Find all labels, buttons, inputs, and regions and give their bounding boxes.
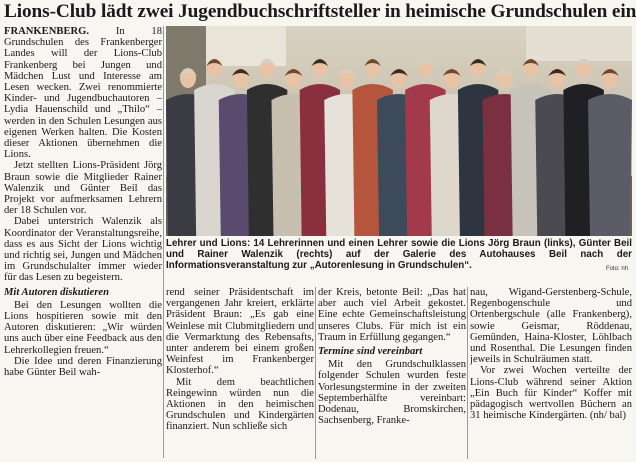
article-column-1 — [4, 26, 162, 458]
column-divider — [467, 287, 468, 459]
paragraph: Die Idee und deren Finanzierung habe Günter Beil wah- — [4, 355, 162, 379]
photo-caption: Lehrer und Lions: 14 Lehrerinnen und einen Lehrer sowie die Lions Jörg Braun (links), Günter Beil und Rainer Walenzik (rechts) auf der Galerie des Autohauses Beil nach der Informationsveranstaltung zur „Autorenlesung in Grundschulen“. — [166, 238, 632, 272]
subheading: Termine sind vereinbart — [318, 346, 423, 358]
paragraph: Jetzt stellten Lions-Präsident Jörg Braun sowie die Mitglieder Rainer Walenzik und Günter Beil das Projekt vor aufmerksamen Lehrern der 18 Schulen vor. — [4, 160, 162, 217]
paragraph: der Kreis, betonte Beil: „Das hat aber auch viel Arbeit gekostet. Eine echte Gemeinschaftsleistung unseres Clubs. Für mich ist ein Traum in Erfüllung gegangen.“ — [318, 287, 466, 343]
paragraph: Vor zwei Wochen verteilte der Lions-Club während seiner Aktion „Ein Buch für Kinder“ Koffer mit pädagogisch wertvollen Büchern an 31 heimische Kindergärten. (nh/ bal) — [470, 365, 632, 422]
dateline: FRANKENBERG. — [4, 26, 90, 37]
paragraph: Mit dem beachtlichen Reingewinn würden nun die Aktionen in den heimischen Grundschulen und Kindergärten finanziert. Nun schließe sich — [166, 376, 314, 433]
article-column-3 — [318, 287, 466, 459]
paragraph: nau, Wigand-Gerstenberg-Schule, Regenbogenschule und Ortenbergschule (alle Frankenberg), sowie Geismar, Röddenau, Gemünden, Haina-Kloster, Löhlbach und Rosenthal. Die Lesungen finden jeweils in Schulräumen statt. — [470, 287, 632, 366]
paragraph: Mit den Grundschulklassen folgender Schulen wurden feste Vorlesungstermine in der zweiten Septemberhälfte vereinbart: Dodenau, Bromskirchen, Sachsenberg, Franke- — [318, 359, 466, 427]
article-column-2 — [166, 287, 314, 459]
paragraph: rend seiner Präsidentschaft im vergangenen Jahr kreiert, erklärte Präsident Braun: „Es gab eine Weinlese mit Clubmitgliedern und die Vermarktung des Rebensafts, unter anderem bei einem großen Weinfest im Frankenberger Klosterhof.“ — [166, 287, 314, 377]
photo-credit: Foto: nh — [605, 266, 628, 272]
paragraph: Bei den Lesungen wollten die Lions hospitieren sowie mit den Autoren diskutieren: „Wir würden uns auch über eine Feedback aus den Lehrerkollegien freuen.“ — [4, 299, 162, 356]
column-divider — [315, 287, 316, 459]
column-divider — [163, 26, 164, 458]
subheading: Mit Autoren diskutieren — [4, 286, 109, 298]
article-column-4 — [470, 287, 632, 459]
headline: Lions-Club lädt zwei Jugendbuchschriftsteller in heimische Grundschulen ein — [4, 1, 636, 22]
photo-illustration — [166, 26, 632, 236]
people-group — [166, 59, 632, 236]
paragraph — [4, 26, 162, 160]
group-photo — [166, 26, 632, 236]
paragraph: Dabei unterstrich Walenzik als Koordinator der Veranstaltungsreihe, dass es aus Sicht der Lions wichtig und richtig sei, Jungen und Mädchen im Grundschulalter immer wieder für das Lesen zu begeistern. — [4, 216, 162, 284]
paragraph-text: In 18 Grundschulen des Frankenberger Landes will der Lions-Club Frankenberg bei Jungen und Mädchen Lust und Interesse am Lesen wecken. Zwei renommierte Kinder- und Jugendbuchautoren – Lydia Hauenschild und „Thilo“ – werden in den Schulen Lesungen aus eigenen Werken halten. Die Kosten dieser Aktionen übernehmen die Lions. — [4, 26, 162, 161]
